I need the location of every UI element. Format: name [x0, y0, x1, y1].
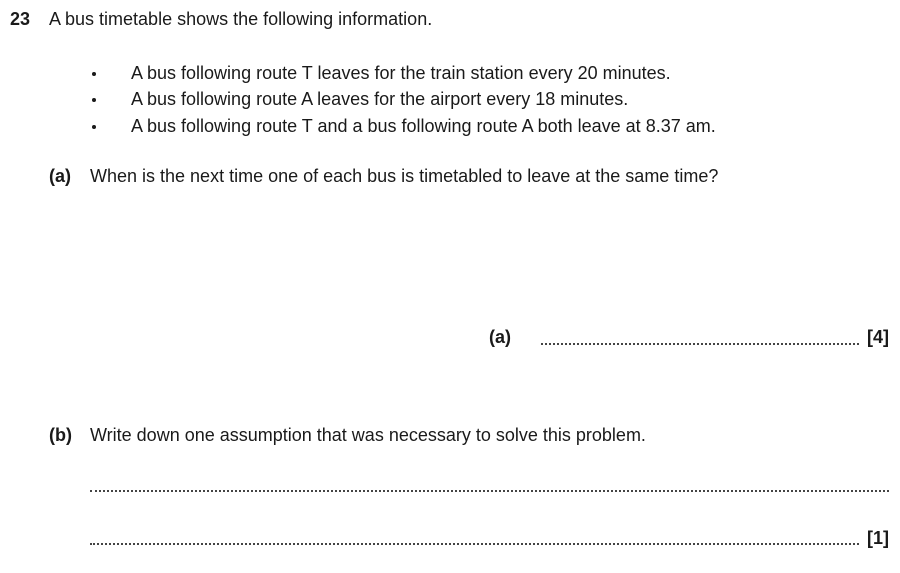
question-number: 23 — [10, 9, 31, 29]
bullet-dot — [92, 72, 96, 76]
list-item: A bus following route T leaves for the train station every 20 minutes. — [131, 63, 671, 83]
list-item: A bus following route A leaves for the airport every 18 minutes. — [131, 89, 629, 109]
part-a-question: When is the next time one of each bus is timetabled to leave at the same time? — [90, 166, 719, 186]
part-a-label: (a) — [49, 166, 71, 186]
part-a-answer-line[interactable] — [541, 343, 859, 345]
part-b-answer-line-2[interactable] — [90, 543, 859, 545]
part-b-question: Write down one assumption that was necessary to solve this problem. — [90, 425, 646, 445]
part-b-marks: [1] — [867, 528, 889, 548]
part-b-label: (b) — [49, 425, 72, 445]
part-b-answer-line-1[interactable] — [90, 490, 889, 492]
list-item: A bus following route T and a bus following route A both leave at 8.37 am. — [131, 116, 716, 136]
bullet-dot — [92, 98, 96, 102]
part-a-marks: [4] — [867, 327, 889, 347]
question-intro: A bus timetable shows the following information. — [49, 9, 433, 29]
bullet-dot — [92, 125, 96, 129]
part-a-answer-label: (a) — [489, 327, 511, 347]
